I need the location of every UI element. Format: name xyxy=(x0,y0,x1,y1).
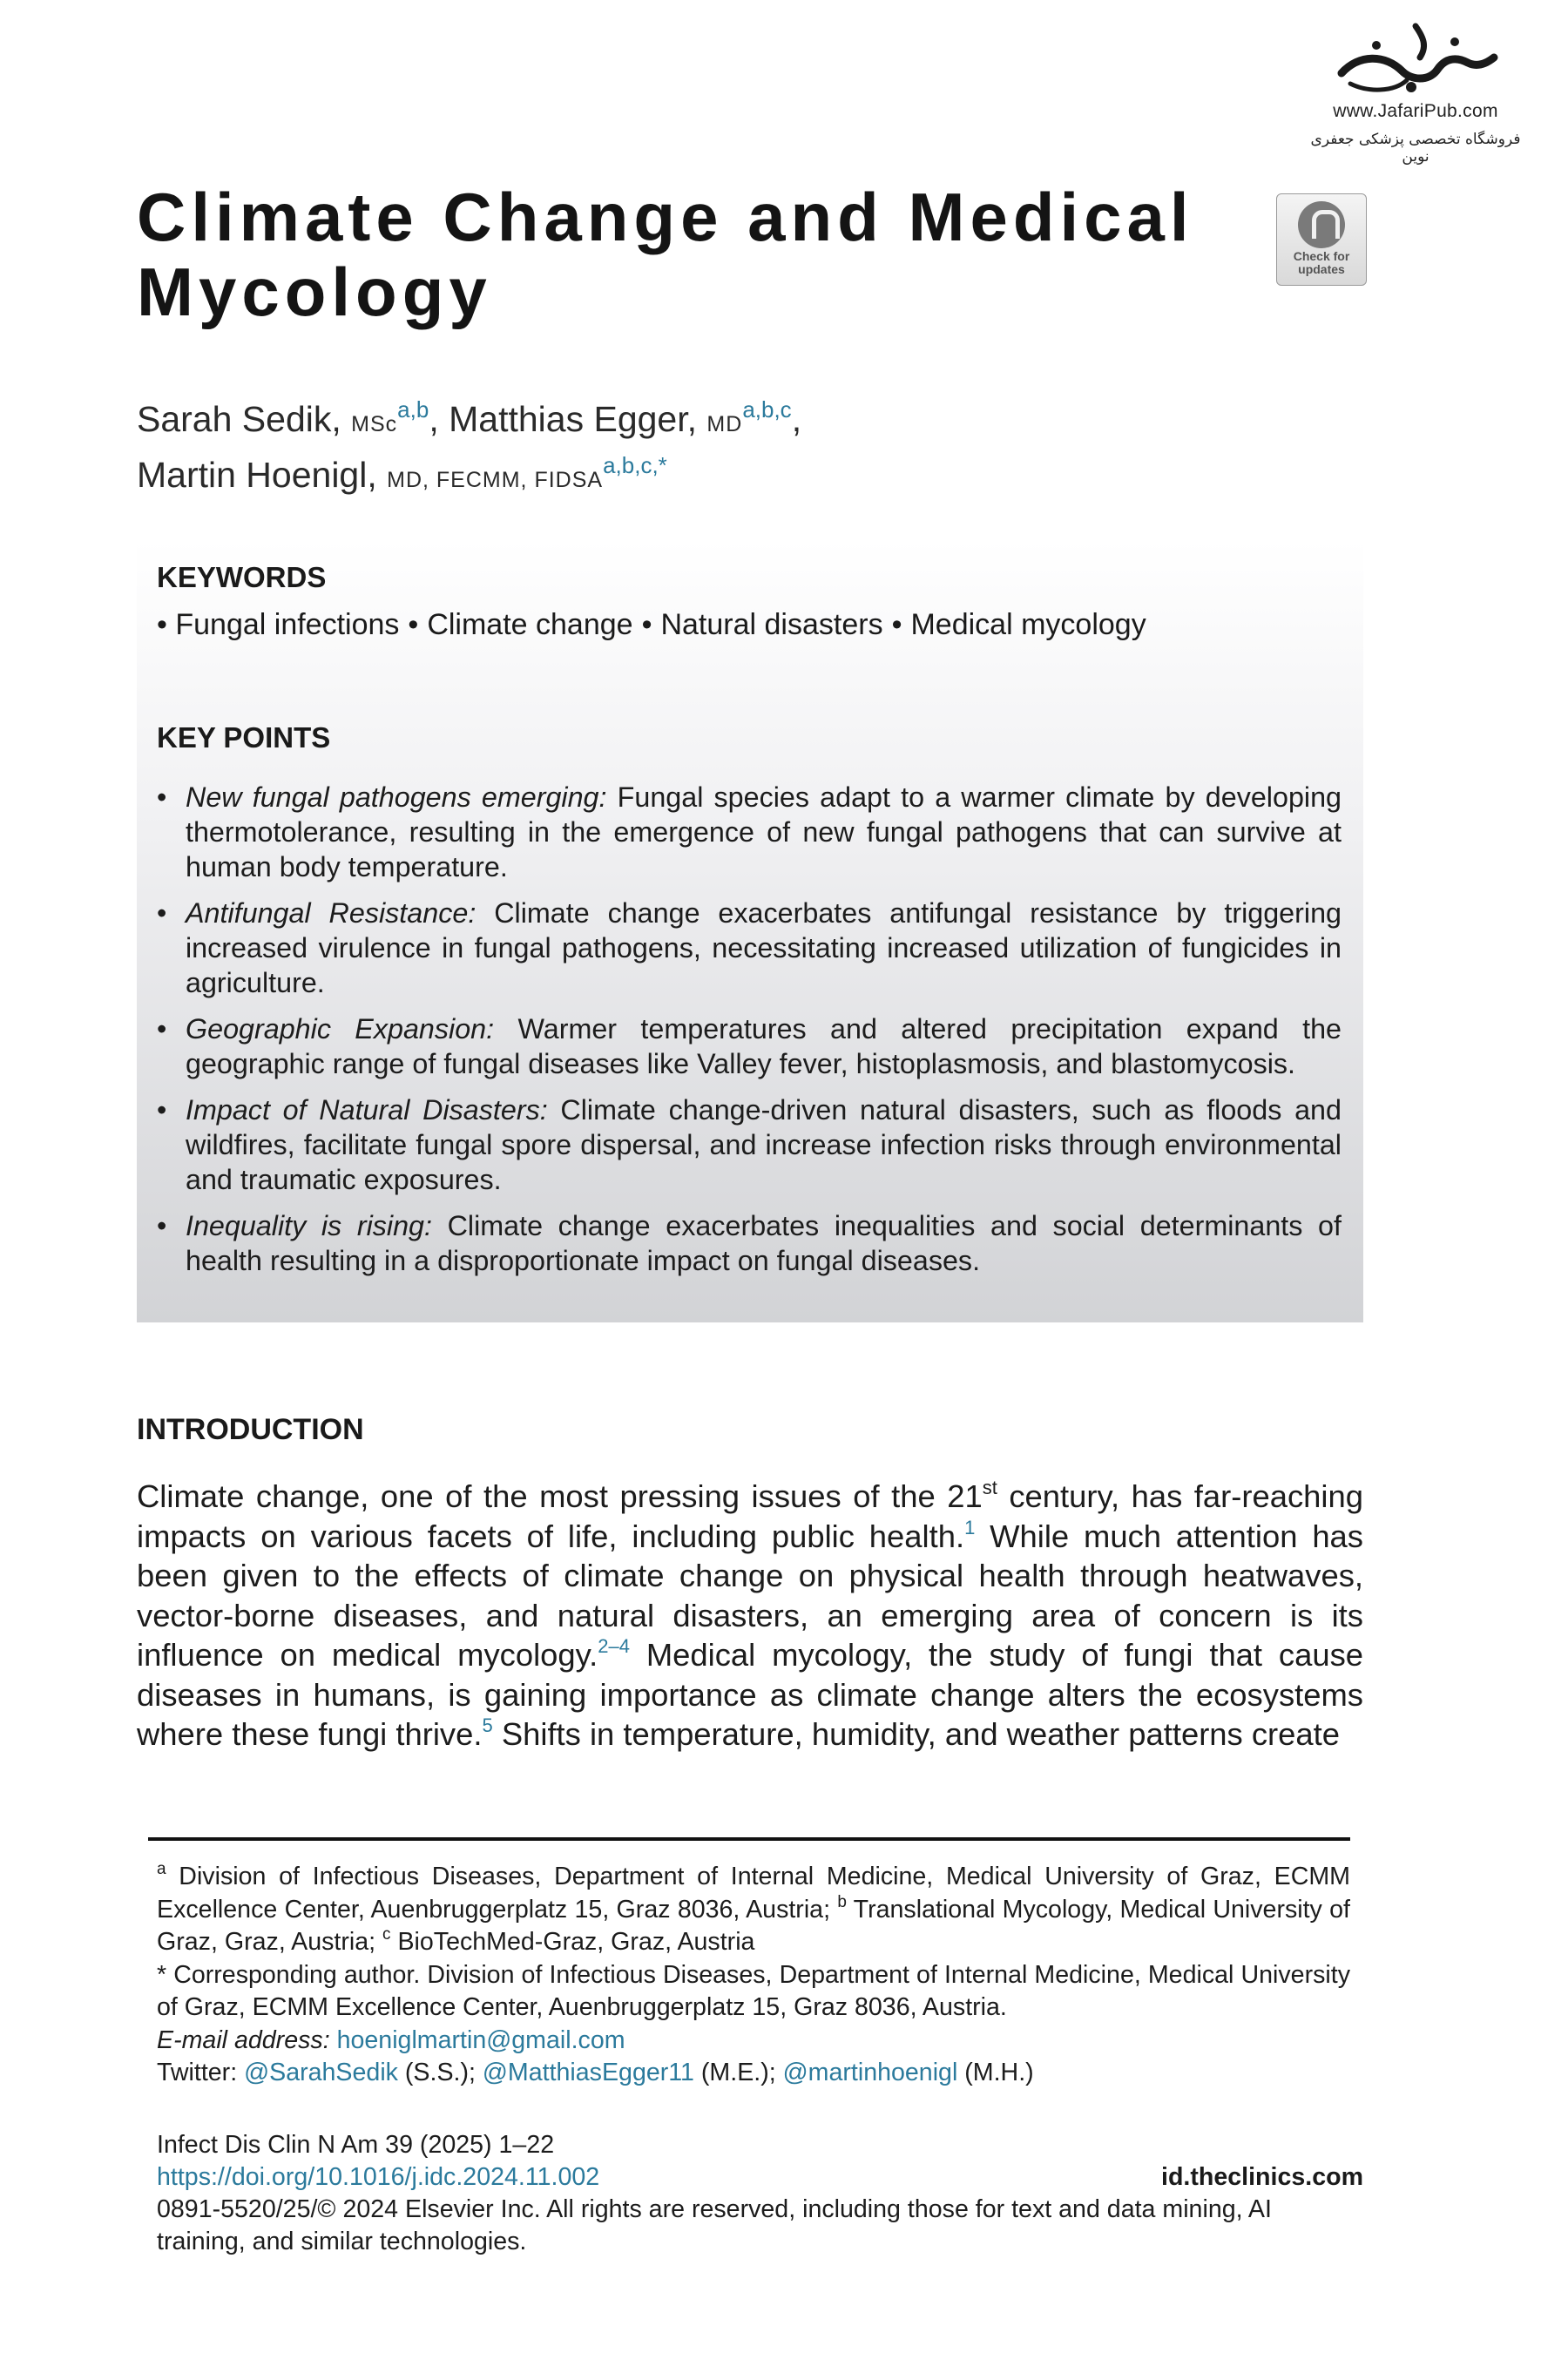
article-title: Climate Change and Medical Mycology xyxy=(137,179,1194,330)
keywords-keypoints-box xyxy=(137,540,1363,1322)
publisher-logo xyxy=(1298,19,1533,176)
key-point-lead: Geographic Expansion: xyxy=(186,1013,495,1045)
twitter-handle-link[interactable]: @martinhoenigl xyxy=(782,2059,958,2086)
intro-text: Climate change, one of the most pressing issues of the 21 xyxy=(137,1478,983,1514)
journal-site-link[interactable]: id.theclinics.com xyxy=(1161,2163,1363,2191)
journal-citation: Infect Dis Clin N Am 39 (2025) 1–22 xyxy=(157,2131,555,2159)
intro-text: Medical mycology, the study of fungi that cause diseases in humans, is gaining importance as climate change alters the ecosystems where these fungi thrive. xyxy=(137,1637,1364,1752)
key-point-text: Climate change exacerbates antifungal resistance by triggering increased virulence in fungal pathogens, necessitating increased utilization of fungicides in agriculture. xyxy=(186,897,1342,998)
badge-line-1: Check for xyxy=(1293,249,1350,263)
key-point-text: Climate change exacerbates inequalities and social determinants of health resulting in a disproportionate impact on fungal diseases. xyxy=(186,1210,1342,1276)
affiliation-text: Translational Mycology, Medical University of Graz, Graz, Austria; xyxy=(157,1895,1350,1956)
keyword: Natural disasters xyxy=(660,608,883,641)
ordinal-suffix: st xyxy=(982,1477,997,1498)
keyword: Medical mycology xyxy=(910,608,1146,641)
reference-link[interactable]: 2–4 xyxy=(598,1635,630,1657)
author-degrees: MD xyxy=(706,412,743,436)
email-line xyxy=(157,2025,1350,2058)
author-degrees: MSc xyxy=(351,412,398,436)
author-affiliations[interactable]: a,b,c xyxy=(742,396,792,423)
author-list xyxy=(137,394,1269,505)
bookmark-icon xyxy=(1298,201,1345,248)
footnote-divider xyxy=(148,1837,1350,1841)
key-points-heading: KEY POINTS xyxy=(157,721,331,754)
publisher-tagline: فروشگاه تخصصی پزشکی جعفری نوین xyxy=(1310,131,1521,166)
twitter-line xyxy=(157,2057,1350,2090)
key-point-text: Climate change-driven natural disasters, such as floods and wildfires, facilitate fungal spore dispersal, and increase infection risks through environmental and traumatic exposures. xyxy=(186,1094,1342,1195)
key-point-text: Warmer temperatures and altered precipitation expand the geographic range of fungal diseases like Valley fever, histoplasmosis, and blastomycosis. xyxy=(186,1013,1342,1079)
twitter-label: Twitter: xyxy=(157,2059,238,2086)
bullet-icon: • xyxy=(891,608,902,641)
author-name: Matthias Egger, xyxy=(449,399,698,439)
twitter-handle-link[interactable]: @SarahSedik xyxy=(244,2059,398,2086)
reference-link[interactable]: 1 xyxy=(964,1516,976,1538)
check-for-updates-badge[interactable] xyxy=(1276,193,1367,286)
keyword: Climate change xyxy=(427,608,633,641)
copyright-notice: 0891-5520/25/© 2024 Elsevier Inc. All rights are reserved, including those for text and data mining, AI training, and similar technologies. xyxy=(157,2195,1272,2255)
bullet-icon: • xyxy=(641,608,652,641)
key-points-list xyxy=(157,780,1342,1289)
reference-link[interactable]: 5 xyxy=(482,1714,493,1736)
email-label: E-mail address: xyxy=(157,2025,330,2054)
author-affiliations[interactable]: a,b xyxy=(397,396,429,423)
twitter-owner: (S.S.); xyxy=(397,2059,483,2086)
key-point xyxy=(157,780,1342,884)
key-point xyxy=(157,1011,1342,1081)
key-point-text: Fungal species adapt to a warmer climate by developing thermotolerance, resulting in the emergence of new fungal pathogens that can survive at human body temperature. xyxy=(186,781,1342,882)
key-point-lead: New fungal pathogens emerging: xyxy=(186,781,607,813)
corresponding-author: * Corresponding author. Division of Infectious Diseases, Department of Internal Medicine, Medical University of Graz, ECMM Excellence Center, Auenbruggerplatz 15, Graz 8036, Austria. xyxy=(157,1960,1350,2021)
author-affiliations[interactable]: a,b,c,* xyxy=(603,452,667,478)
publisher-logo-mark xyxy=(1324,19,1507,98)
key-point xyxy=(157,1208,1342,1278)
twitter-owner: (M.E.); xyxy=(693,2059,783,2086)
author-name: Martin Hoenigl, xyxy=(137,455,377,495)
affiliation-mark: b xyxy=(837,1892,847,1911)
email-link[interactable]: hoeniglmartin@gmail.com xyxy=(336,2025,625,2054)
affiliation-text: BioTechMed-Graz, Graz, Austria xyxy=(390,1928,755,1956)
citation-block xyxy=(157,2129,1363,2258)
intro-text: century, has far-reaching impacts on various facets of life, including public health. xyxy=(137,1478,1363,1554)
key-point xyxy=(157,896,1342,1000)
author-degrees: MD, FECMM, FIDSA xyxy=(387,468,604,492)
footnotes xyxy=(157,1861,1350,2090)
bullet-icon: • xyxy=(157,608,167,641)
doi-link[interactable]: https://doi.org/10.1016/j.idc.2024.11.002 xyxy=(157,2163,600,2191)
introduction-heading: INTRODUCTION xyxy=(137,1413,364,1446)
twitter-handle-link[interactable]: @MatthiasEgger11 xyxy=(482,2059,694,2086)
bullet-icon: • xyxy=(408,608,419,641)
twitter-owner: (M.H.) xyxy=(957,2059,1034,2086)
affiliation-text: Division of Infectious Diseases, Department of Internal Medicine, Medical University of Graz, ECMM Excellence Center, Auenbruggerplatz 15, Graz 8036, Austria; xyxy=(157,1863,1350,1924)
introduction-paragraph xyxy=(137,1477,1363,1755)
key-point-lead: Inequality is rising: xyxy=(186,1210,432,1241)
author-name: Sarah Sedik, xyxy=(137,399,341,439)
key-point-lead: Impact of Natural Disasters: xyxy=(186,1094,548,1126)
affiliations-footnote xyxy=(157,1861,1350,1959)
keyword: Fungal infections xyxy=(175,608,400,641)
key-point-lead: Antifungal Resistance: xyxy=(186,897,476,929)
affiliation-mark: c xyxy=(382,1925,391,1944)
intro-text: Shifts in temperature, humidity, and weather patterns create xyxy=(492,1716,1340,1752)
intro-text: While much attention has been given to the effects of climate change on physical health through heatwaves, vector-borne diseases, and natural disasters, an emerging area of concern is its influence on medical mycology. xyxy=(137,1518,1363,1673)
publisher-url[interactable]: www.JafariPub.com xyxy=(1333,101,1498,121)
badge-line-2: updates xyxy=(1298,262,1345,276)
author-separator: , xyxy=(429,399,439,439)
affiliation-mark: a xyxy=(157,1860,166,1878)
keywords-list xyxy=(157,608,1146,642)
key-point xyxy=(157,1092,1342,1197)
author-separator: , xyxy=(791,399,802,439)
keywords-heading: KEYWORDS xyxy=(157,561,327,593)
